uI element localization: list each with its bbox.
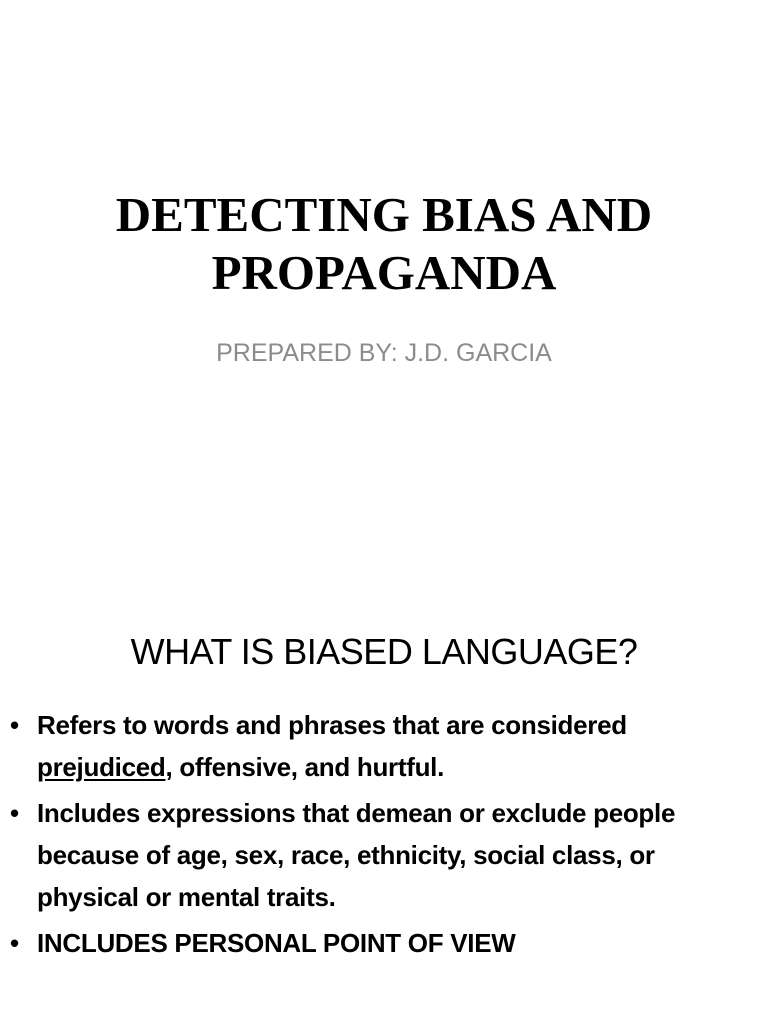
content-slide	[0, 576, 768, 1024]
bullet-text: INCLUDES PERSONAL POINT OF VIEW	[37, 928, 516, 958]
bullet-list	[10, 704, 740, 968]
bullet-text: Refers to words and phrases that are considered	[37, 710, 627, 740]
bullet-text-continued: , offensive, and hurtful.	[165, 752, 444, 782]
slide-subtitle: PREPARED BY: J.D. GARCIA	[216, 339, 552, 367]
content-slide-title: WHAT IS BIASED LANGUAGE?	[130, 631, 638, 672]
slide-title-line-2: PROPAGANDA	[211, 245, 557, 300]
bullet-icon: •	[10, 710, 19, 740]
slide-title-line-1: DETECTING BIAS AND	[115, 187, 653, 242]
bullet-text: Includes expressions that demean or exclude people because of age, sex, race, ethnicity, social class, or physical or mental traits.	[37, 798, 676, 912]
bullet-item	[10, 922, 740, 964]
slide-title	[0, 186, 768, 302]
bullet-icon: •	[10, 928, 19, 958]
bullet-item	[10, 704, 740, 788]
underlined-term: prejudiced	[37, 752, 166, 782]
bullet-icon: •	[10, 798, 19, 828]
bullet-item	[10, 792, 740, 918]
